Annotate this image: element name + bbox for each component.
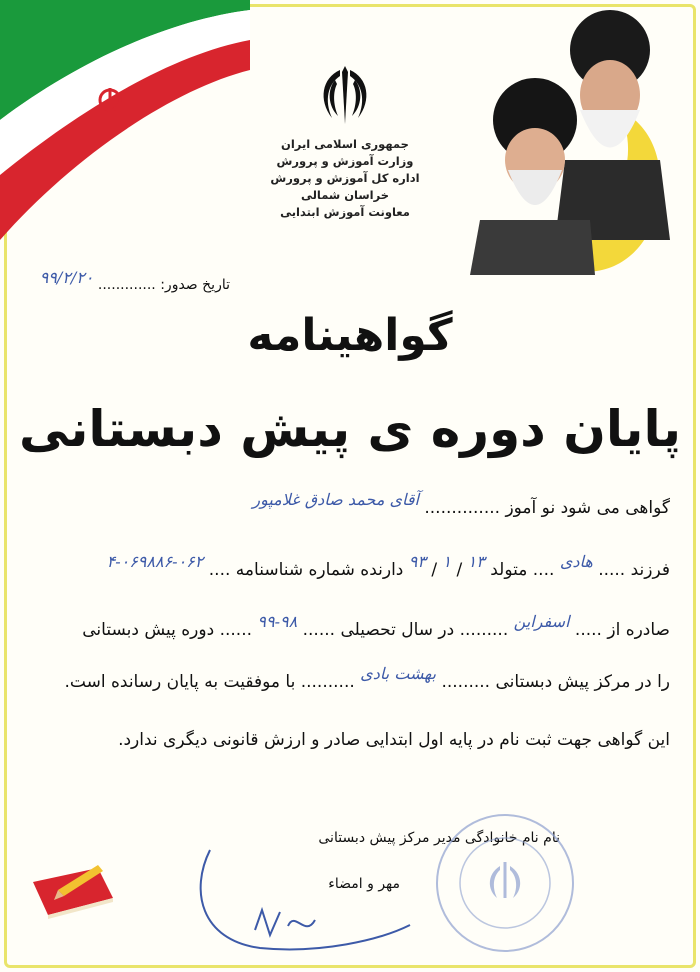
director-label: نام نام خانوادگی مدیر مرکز پیش دبستانی [318,830,560,846]
birth-day: ۱۳ [467,552,485,571]
body-line-3: صادره از ..... اسفراین ......... در سال تحصیلی ...... ۹۸-۹۹ ...... دوره پیش دبستانی [82,612,670,640]
body-line-2: فرزند ..... هادی .... متولد ۱۳ / ۱ / ۹۳ دارنده شماره شناسنامه .... ۰۶۲-۰۶۹۸۸۶-۴ [106,552,670,580]
center-label: را در مرکز پیش دبستانی [495,672,670,692]
issue-date: تاریخ صدور: ............. ۹۹/۲/۲۰ [39,268,230,293]
student-name: آقای محمد صادق غلامپور [252,490,419,509]
course-label: دوره پیش دبستانی [82,620,215,640]
body-line-5: این گواهی جهت ثبت نام در پایه اول ابتدایی صادر و ارزش قانونی دیگری ندارد. [118,730,670,750]
body-line-1: گواهی می شود نو آموز .............. آقای محمد صادق غلامپور [252,490,670,518]
header-line-1: جمهوری اسلامی ایران [281,137,409,151]
stamp-emblem-icon [490,862,520,898]
child-label: فرزند [630,560,670,580]
id-label: دارنده شماره شناسنامه [235,560,404,580]
issued-label: صادره از [607,620,670,640]
iran-emblem-icon [310,60,380,130]
issuer-header [250,60,440,221]
school-stamp [430,808,580,958]
center-name: بهشت بادی [360,664,437,683]
issued-city: اسفراین [513,612,570,631]
director-signature [170,830,420,960]
certificate-title: گواهینامه [247,310,453,361]
born-label: متولد [490,560,528,580]
id-number: ۰۶۲-۰۶۹۸۸۶-۴ [106,552,204,571]
body-line-4: را در مرکز پیش دبستانی ......... بهشت بادی .......... با موفقیت به پایان رسانده است. [64,664,670,692]
header-line-2: وزارت آموزش و پرورش [276,154,414,168]
book-pencil-icon [28,860,118,920]
leaders-portraits [470,10,670,280]
birth-year: ۹۳ [408,552,426,571]
seal-label: مهر و امضاء [328,876,400,892]
school-year: ۹۸-۹۹ [257,612,298,631]
issue-date-value: ۹۹/۲/۲۰ [39,268,94,287]
header-line-3: اداره کل آموزش و پرورش خراسان شمالی [270,171,420,202]
school-year-label: در سال تحصیلی [340,620,455,640]
header-line-4: معاونت آموزش ابتدایی [280,205,410,219]
student-label: گواهی می شود نو آموز [505,498,670,518]
birth-month: ۱ [442,552,452,571]
iran-flag-ribbon [0,0,250,260]
father-name: هادی [559,552,593,571]
certificate-subtitle: پایان دوره ی پیش دبستانی [19,400,681,458]
completion-text: با موفقیت به پایان رسانده است. [64,672,296,692]
issue-date-label: تاریخ صدور: [160,277,230,293]
